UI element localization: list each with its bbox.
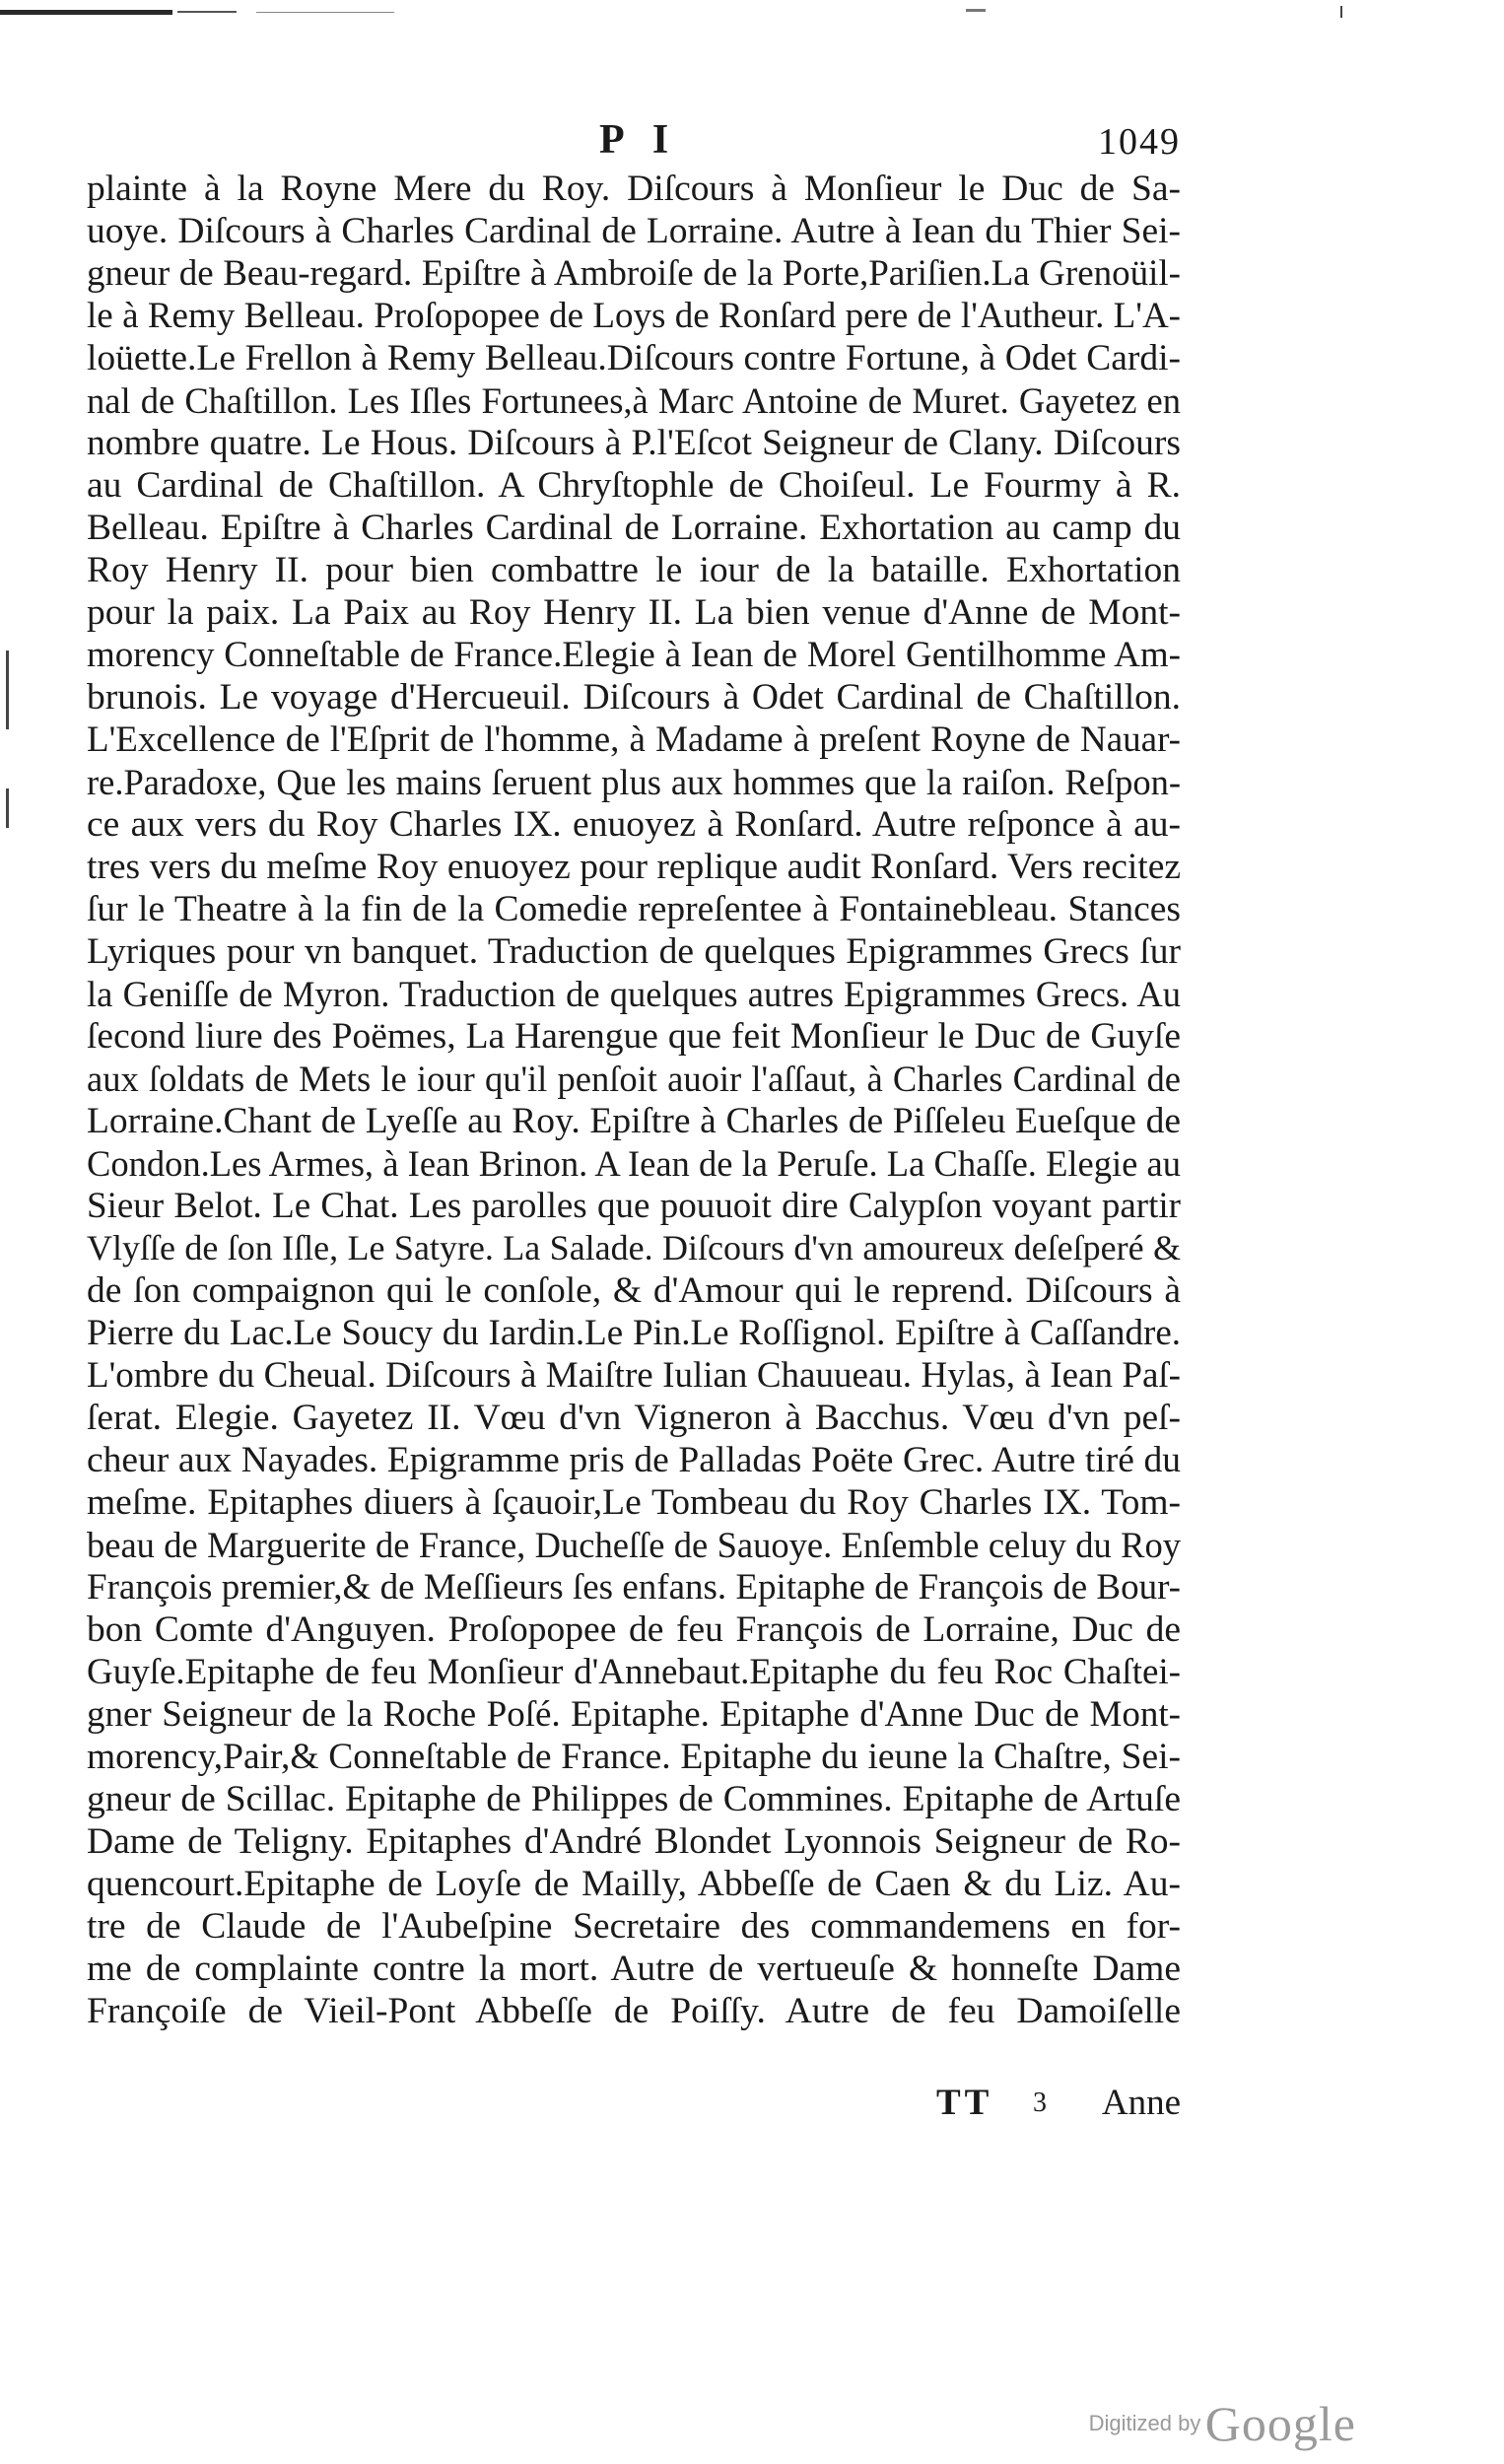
text-line: me de complainte contre la mort. Autre de vertueuſe & honneſte Dame xyxy=(87,1949,1181,1989)
text-line: tre de Claude de l'Aubeſpine Secretaire des commandemens en for- xyxy=(87,1906,1181,1947)
text-line: Guyſe.Epitaphe de feu Monſieur d'Annebaut.Epitaphe du feu Roc Chaſtei- xyxy=(87,1652,1181,1692)
text-line: ſur le Theatre à la fin de la Comedie repreſentee à Fontainebleau. Stances xyxy=(87,889,1181,929)
margin-bar-mark xyxy=(6,650,9,729)
text-line: quencourt.Epitaphe de Loyſe de Mailly, Abbeſſe de Caen & du Liz. Au- xyxy=(87,1864,1181,1904)
text-line: uoye. Diſcours à Charles Cardinal de Lorraine. Autre à Iean du Thier Sei- xyxy=(87,211,1181,251)
text-line: Roy Henry II. pour bien combattre le iour de la bataille. Exhortation xyxy=(87,550,1181,590)
text-line: L'Excellence de l'Eſprit de l'homme, à Madame à preſent Royne de Nauar- xyxy=(87,719,1181,760)
body-text xyxy=(87,168,1181,2032)
text-line: Lyriques pour vn banquet. Traduction de quelques Epigrammes Grecs ſur xyxy=(87,931,1181,972)
page-number: 1049 xyxy=(1098,121,1181,163)
text-line: la Geniſſe de Myron. Traduction de quelques autres Epigrammes Grecs. Au xyxy=(87,974,1181,1014)
text-line: ſerat. Elegie. Gayetez II. Vœu d'vn Vigneron à Bacchus. Vœu d'vn peſ- xyxy=(87,1398,1181,1438)
text-line: meſme. Epitaphes diuers à ſçauoir,Le Tombeau du Roy Charles IX. Tom- xyxy=(87,1482,1181,1523)
text-line: loüette.Le Frellon à Remy Belleau.Diſcours contre Fortune, à Odet Cardi- xyxy=(87,338,1181,378)
text-line: au Cardinal de Chaſtillon. A Chryſtophle de Choiſeul. Le Fourmy à R. xyxy=(87,465,1181,506)
running-title: P I xyxy=(599,117,679,163)
text-line: Sieur Belot. Le Chat. Les parolles que pouuoit dire Calypſon voyant partir xyxy=(87,1186,1181,1226)
text-line: L'ombre du Cheual. Diſcours à Maiſtre Iulian Chauueau. Hylas, à Iean Paſ- xyxy=(87,1355,1181,1396)
text-line: morency Conneſtable de France.Elegie à Iean de Morel Gentilhomme Am- xyxy=(87,635,1181,675)
text-line: gneur de Beau-regard. Epiſtre à Ambroiſe de la Porte,Pariſien.La Grenoüil- xyxy=(87,253,1181,294)
digitized-by-watermark xyxy=(1089,2395,1356,2454)
running-head xyxy=(87,116,1181,175)
text-line: cheur aux Nayades. Epigramme pris de Palladas Poëte Grec. Autre tiré du xyxy=(87,1440,1181,1480)
text-line: morency,Pair,& Conneſtable de France. Epitaphe du ieune la Chaſtre, Sei- xyxy=(87,1737,1181,1777)
text-line: ſecond liure des Poëmes, La Harengue que feit Monſieur le Duc de Guyſe xyxy=(87,1016,1181,1057)
text-line: Vlyſſe de ſon Iſle, Le Satyre. La Salade. Diſcours d'vn amoureux deſeſperé & xyxy=(87,1228,1181,1267)
text-line: gneur de Scillac. Epitaphe de Philippes de Commines. Epitaphe de Artuſe xyxy=(87,1779,1181,1819)
text-line: pour la paix. La Paix au Roy Henry II. La bien venue d'Anne de Mont- xyxy=(87,592,1181,633)
top-edge-rule xyxy=(0,6,1504,20)
catchword: Anne xyxy=(1101,2083,1181,2123)
watermark-prefix: Digitized by xyxy=(1088,2411,1201,2435)
text-line: Dame de Teligny. Epitaphes d'André Blondet Lyonnois Seigneur de Ro- xyxy=(87,1821,1181,1862)
text-line: bon Comte d'Anguyen. Proſopopee de feu François de Lorraine, Duc de xyxy=(87,1609,1181,1650)
text-line: nombre quatre. Le Hous. Diſcours à P.l'Eſcot Seigneur de Clany. Diſcours xyxy=(87,423,1181,463)
text-line: aux ſoldats de Mets le iour qu'il penſoit auoir l'aſſaut, à Charles Cardinal de xyxy=(87,1059,1181,1099)
text-line: Françoiſe de Vieil-Pont Abbeſſe de Poiſſy. Autre de feu Damoiſelle xyxy=(87,1991,1181,2031)
text-line: plainte à la Royne Mere du Roy. Diſcours à Monſieur le Duc de Sa- xyxy=(87,169,1181,209)
text-line: nal de Chaſtillon. Les Iſles Fortunees,à Marc Antoine de Muret. Gayetez en xyxy=(87,380,1181,421)
text-line: ce aux vers du Roy Charles IX. enuoyez à Ronſard. Autre reſponce à au- xyxy=(87,804,1181,845)
text-line: Pierre du Lac.Le Soucy du Iardin.Le Pin.Le Roſſignol. Epiſtre à Caſſandre. xyxy=(87,1313,1181,1353)
google-logo: Google xyxy=(1204,2396,1356,2451)
margin-bar-mark xyxy=(6,788,9,828)
text-line: gner Seigneur de la Roche Poſé. Epitaphe. Epitaphe d'Anne Duc de Mont- xyxy=(87,1694,1181,1735)
text-line: Lorraine.Chant de Lyeſſe au Roy. Epiſtre à Charles de Piſſeleu Eueſque de xyxy=(87,1101,1181,1141)
signature-mark: TT xyxy=(936,2083,993,2123)
text-line: François premier,& de Meſſieurs ſes enfans. Epitaphe de François de Bour- xyxy=(87,1567,1181,1608)
text-line: de ſon compaignon qui le conſole, & d'Amour qui le reprend. Diſcours à xyxy=(87,1270,1181,1311)
footer-catchline xyxy=(87,2082,1181,2129)
text-line: le à Remy Belleau. Proſopopee de Loys de Ronſard pere de l'Autheur. L'A- xyxy=(87,296,1181,336)
text-line: Belleau. Epiſtre à Charles Cardinal de Lorraine. Exhortation au camp du xyxy=(87,508,1181,548)
text-line: brunois. Le voyage d'Hercueuil. Diſcours à Odet Cardinal de Chaſtillon. xyxy=(87,677,1181,718)
text-line: beau de Marguerite de France, Ducheſſe de Sauoye. Enſemble celuy du Roy xyxy=(87,1525,1181,1565)
signature-number: 3 xyxy=(1033,2088,1047,2118)
text-line: tres vers du meſme Roy enuoyez pour replique audit Ronſard. Vers recitez xyxy=(87,847,1181,887)
text-line: re.Paradoxe, Que les mains ſeruent plus aux hommes que la raiſon. Reſpon- xyxy=(87,762,1181,802)
text-line: Condon.Les Armes, à Iean Brinon. A Iean de la Peruſe. La Chaſſe. Elegie au xyxy=(87,1143,1181,1184)
